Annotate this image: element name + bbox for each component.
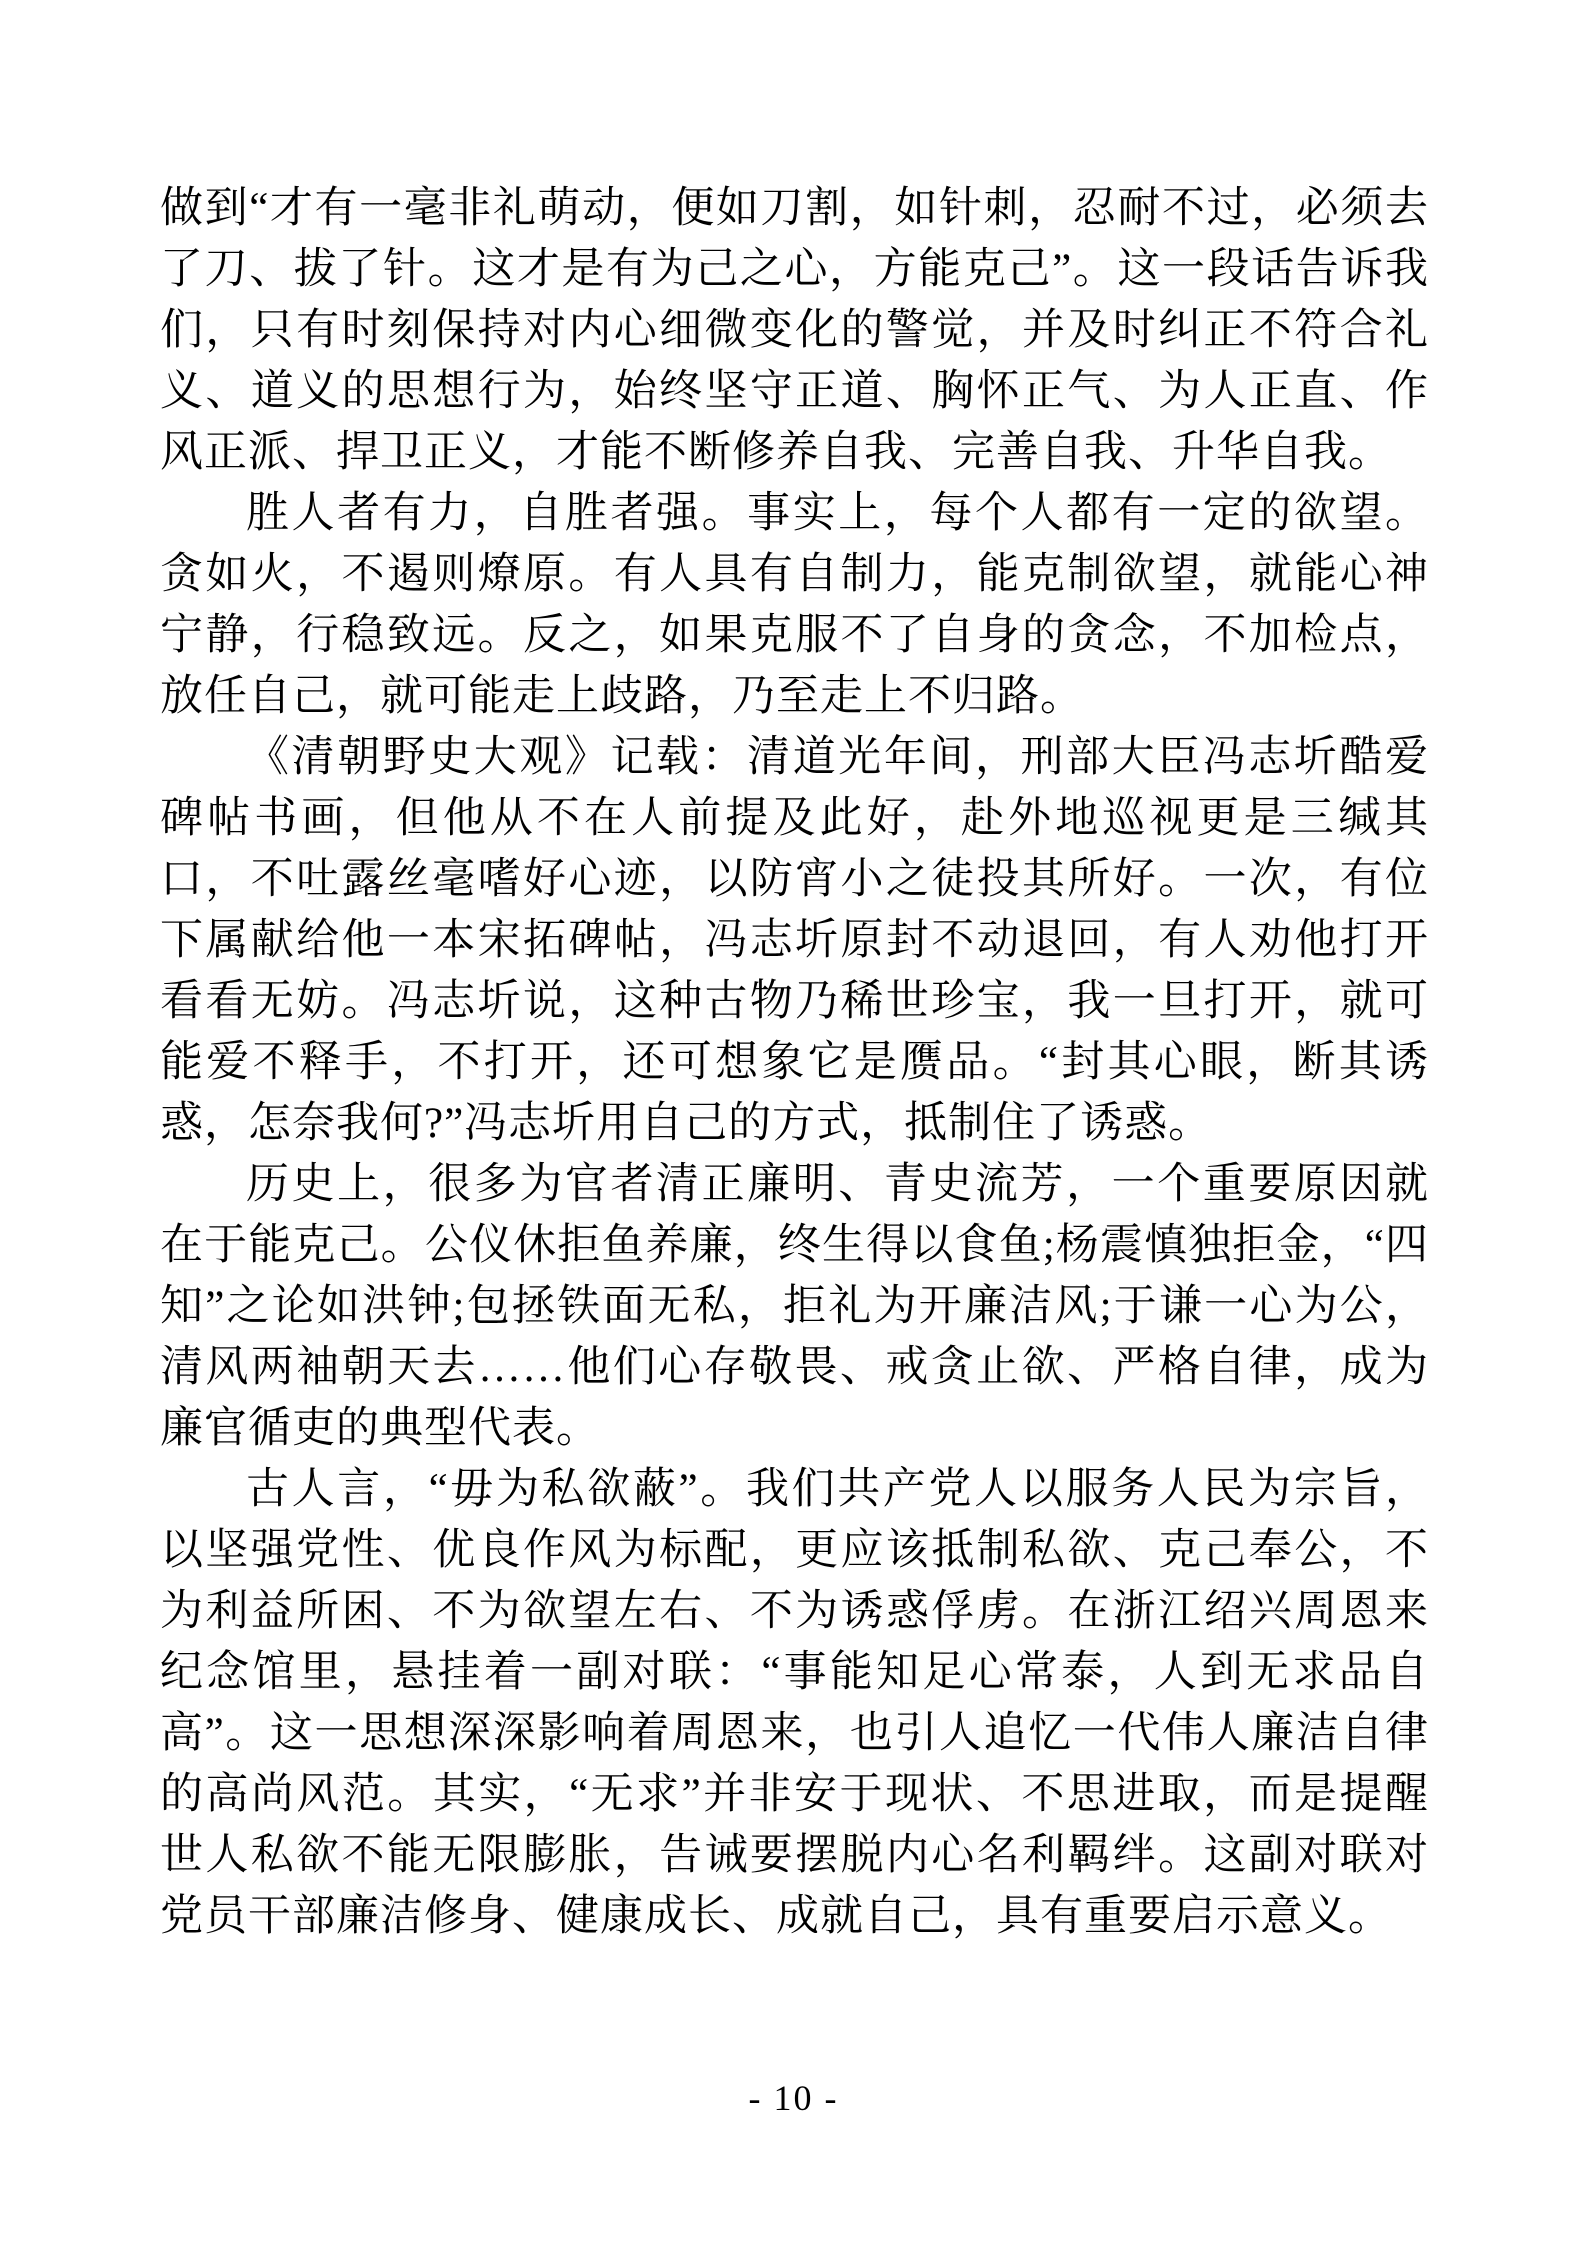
paragraph: 做到“才有一毫非礼萌动，便如刀割，如针刺，忍耐不过，必须去了刀、拔了针。这才是有为己之心，方能克己”。这一段话告诉我们，只有时刻保持对内心细微变化的警觉，并及时纠正不符合礼义、道义的思想行为，始终坚守正道、胸怀正气、为人正直、作风正派、捍卫正义，才能不断修养自我、完善自我、升华自我。 [160, 185, 1429, 476]
paragraph: 历史上，很多为官者清正廉明、青史流芳，一个重要原因就在于能克己。公仪休拒鱼养廉，终生得以食鱼;杨震慎独拒金，“四知”之论如洪钟;包拯铁面无私，拒礼为开廉洁风;于谦一心为公，清风两袖朝天去……他们心存敬畏、戒贪止欲、严格自律，成为廉官循吏的典型代表。 [160, 1161, 1429, 1452]
paragraph: 胜人者有力，自胜者强。事实上，每个人都有一定的欲望。贪如火，不遏则燎原。有人具有自制力，能克制欲望，就能心神宁静，行稳致远。反之，如果克服不了自身的贪念，不加检点，放任自己，就可能走上歧路，乃至走上不归路。 [160, 490, 1429, 720]
paragraph: 古人言，“毋为私欲蔽”。我们共产党人以服务人民为宗旨，以坚强党性、优良作风为标配，更应该抵制私欲、克己奉公，不为利益所困、不为欲望左右、不为诱惑俘虏。在浙江绍兴周恩来纪念馆里，悬挂着一副对联：“事能知足心常泰，人到无求品自高”。这一思想深深影响着周恩来，也引人追忆一代伟人廉洁自律的高尚风范。其实，“无求”并非安于现状、不思进取，而是提醒世人私欲不能无限膨胀，告诫要摆脱内心名利羁绊。这副对联对党员干部廉洁修身、健康成长、成就自己，具有重要启示意义。 [160, 1466, 1429, 1940]
document-body [160, 178, 1429, 1947]
paragraph: 《清朝野史大观》记载：清道光年间，刑部大臣冯志圻酷爱碑帖书画，但他从不在人前提及此好，赴外地巡视更是三缄其口，不吐露丝毫嗜好心迹，以防宵小之徒投其所好。一次，有位下属献给他一本宋拓碑帖，冯志圻原封不动退回，有人劝他打开看看无妨。冯志圻说，这种古物乃稀世珍宝，我一旦打开，就可能爱不释手，不打开，还可想象它是赝品。“封其心眼，断其诱惑，怎奈我何?”冯志圻用自己的方式，抵制住了诱惑。 [160, 734, 1429, 1147]
page-number: - 10 - [748, 2078, 839, 2118]
paragraph-list [160, 178, 1429, 1947]
page-footer [0, 2078, 1587, 2118]
